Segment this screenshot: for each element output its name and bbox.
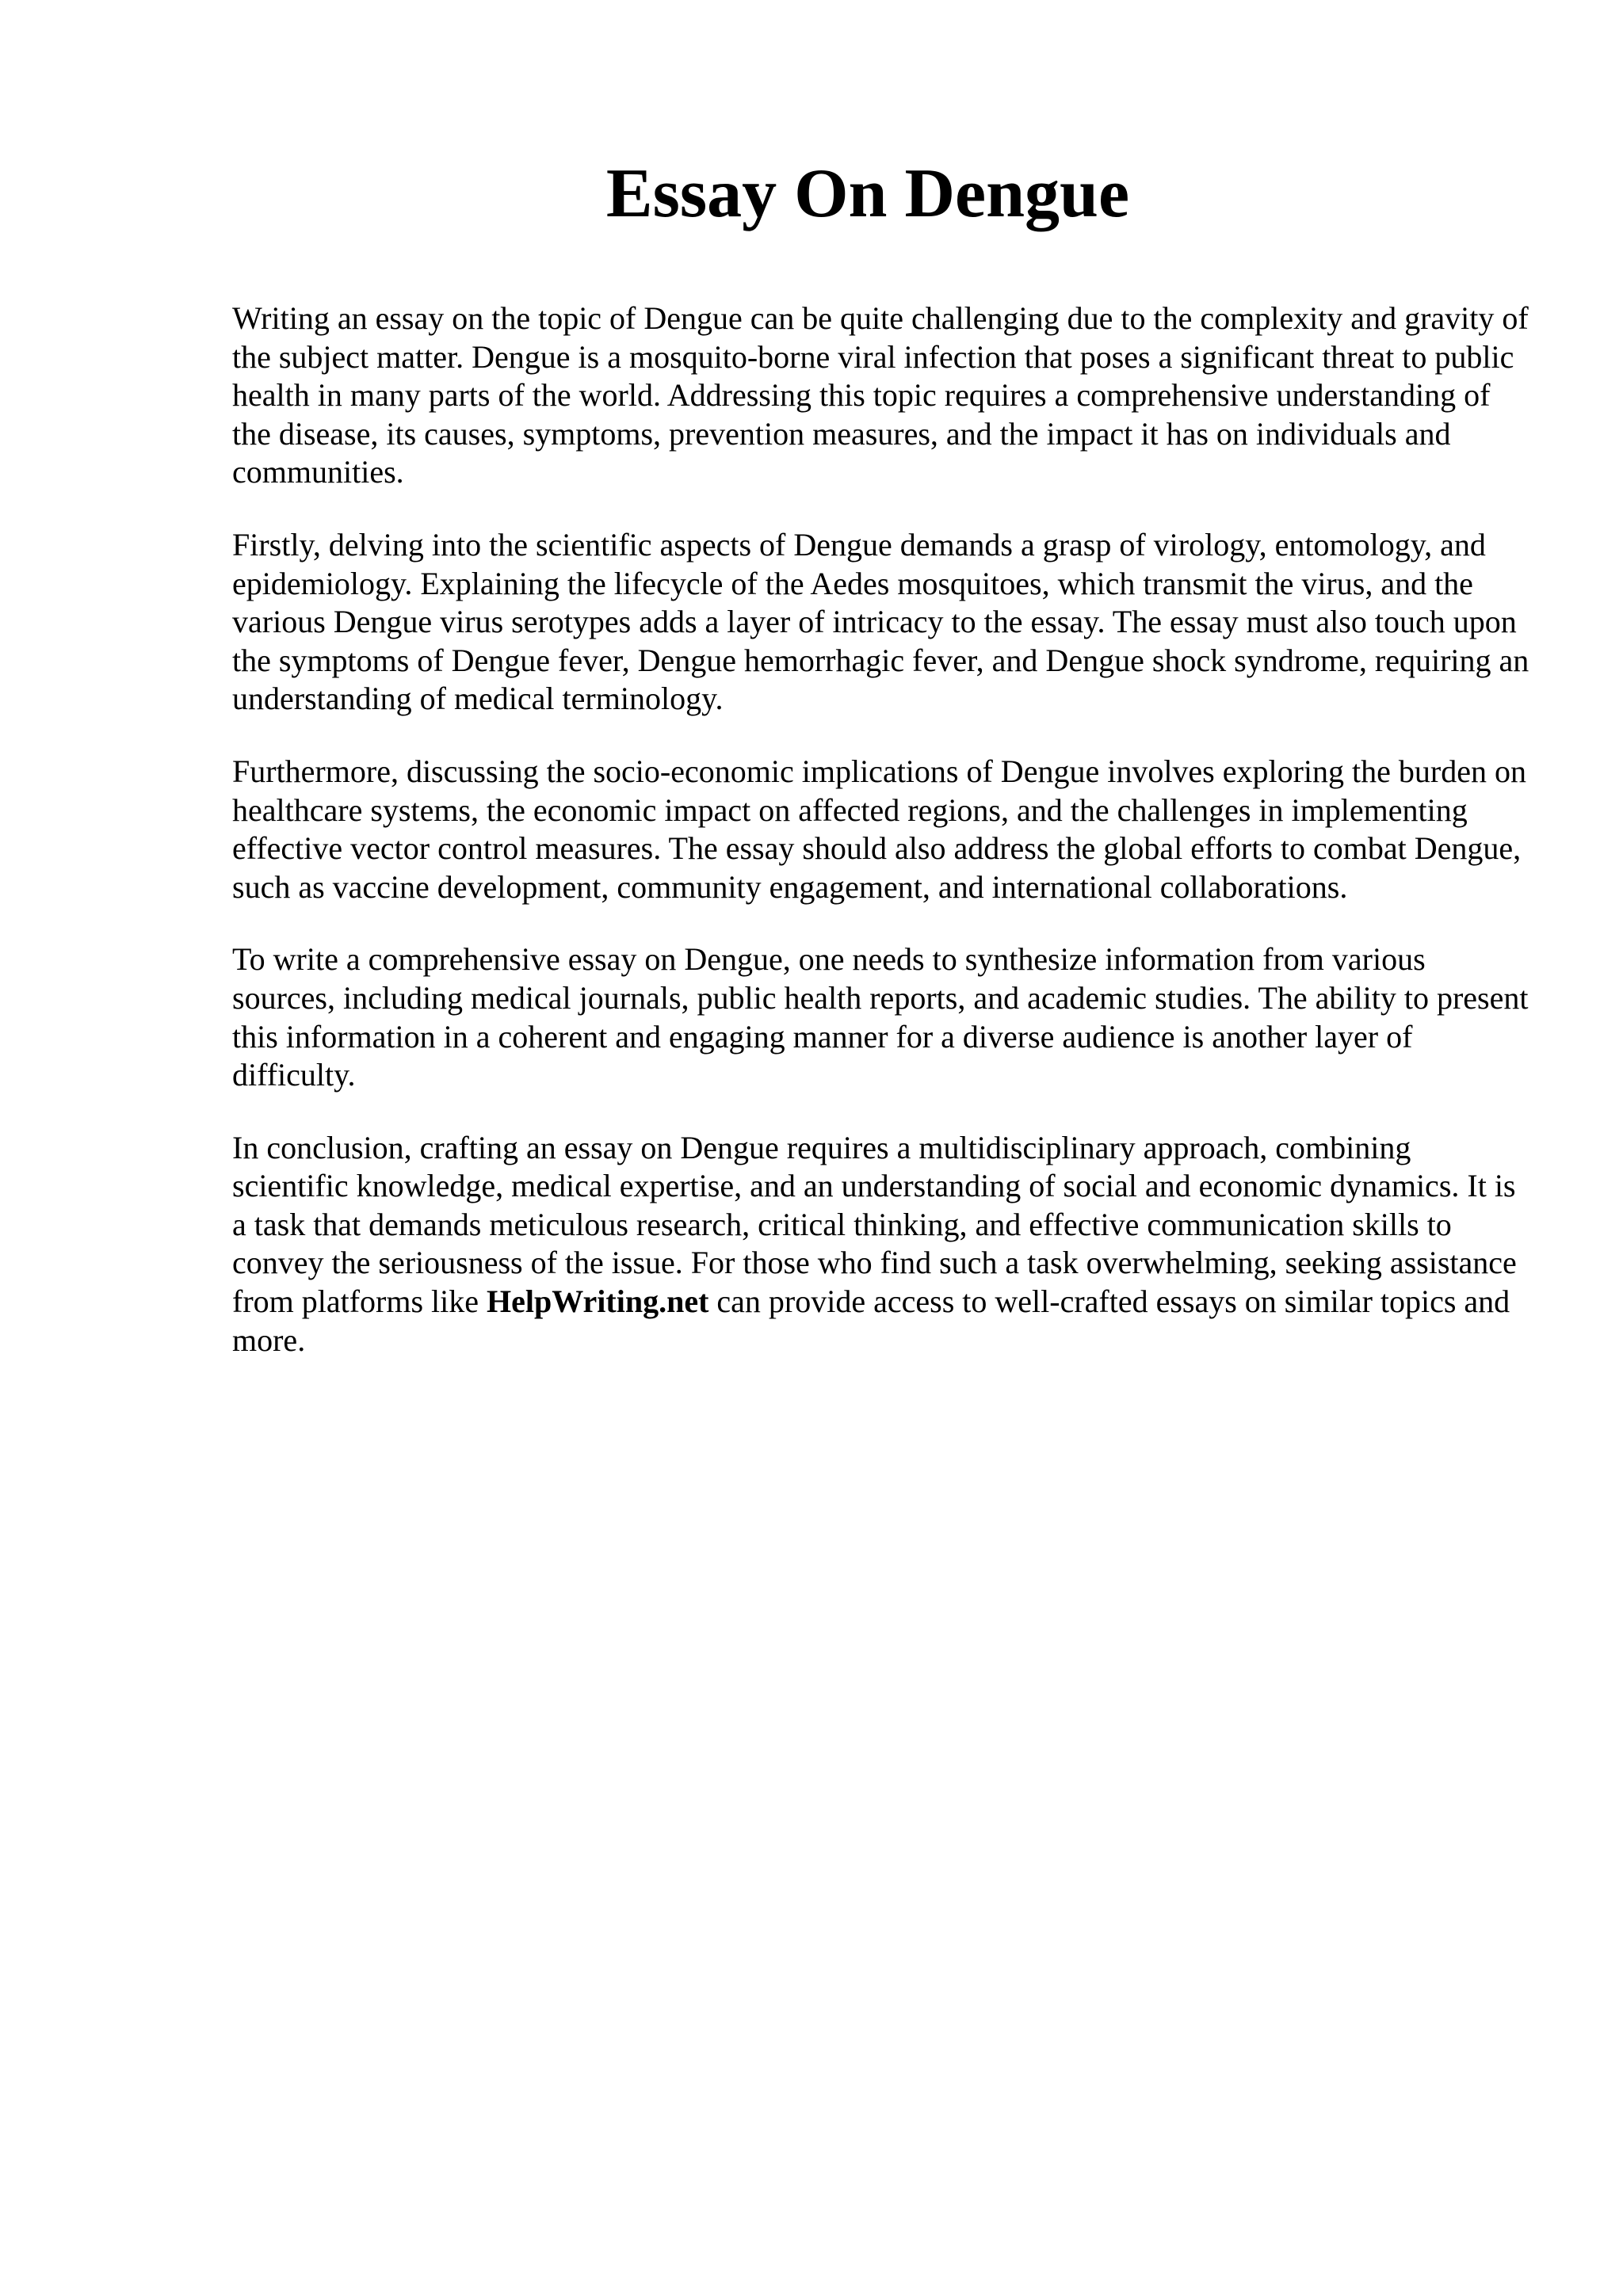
paragraph-conclusion: [232, 1129, 1532, 1360]
essay-body: [232, 299, 1532, 1394]
paragraph-scientific-aspects: Firstly, delving into the scientific aspects of Dengue demands a grasp of virology, entomology, and epidemiology. Explaining the lifecycle of the Aedes mosquitoes, which transmit the virus, and the various Dengue virus serotypes adds a layer of intricacy to the essay. The essay must also touch upon the symptoms of Dengue fever, Dengue hemorrhagic fever, and Dengue shock syndrome, requiring an understanding of medical terminology.: [232, 526, 1529, 717]
paragraph-socio-economic: Furthermore, discussing the socio-economic implications of Dengue involves exploring the burden on healthcare systems, the economic impact on affected regions, and the challenges in implementing effective vector control measures. The essay should also address the global efforts to combat Dengue, such as vaccine development, community engagement, and international collaborations.: [232, 753, 1526, 905]
paragraph-introduction: Writing an essay on the topic of Dengue can be quite challenging due to the complexity and gravity of the subject matter. Dengue is a mosquito-borne viral infection that poses a significant threat to public health in many parts of the world. Addressing this topic requires a comprehensive understanding of the disease, its causes, symptoms, prevention measures, and the impact it has on individuals and communities.: [232, 300, 1529, 490]
brand-name: HelpWriting.net: [487, 1283, 709, 1320]
paragraph-synthesis: To write a comprehensive essay on Dengue, one needs to synthesize information from various sources, including medical journals, public health reports, and academic studies. The ability to present this information in a coherent and engaging manner for a diverse audience is another layer of difficulty.: [232, 941, 1529, 1093]
conclusion-text-after: can provide access to well-crafted essays on similar topics and more.: [232, 1283, 1510, 1358]
conclusion-text-before: In conclusion, crafting an essay on Dengue requires a multidisciplinary approach, combining scientific knowledge, medical expertise, and an understanding of social and economic dynamics. It is a task that demands meticulous research, critical thinking, and effective communication skills to convey the seriousness of the issue. For those who find such a task overwhelming, seeking assistance from platforms like: [232, 1129, 1517, 1320]
document-title: Essay On Dengue: [605, 155, 1130, 232]
